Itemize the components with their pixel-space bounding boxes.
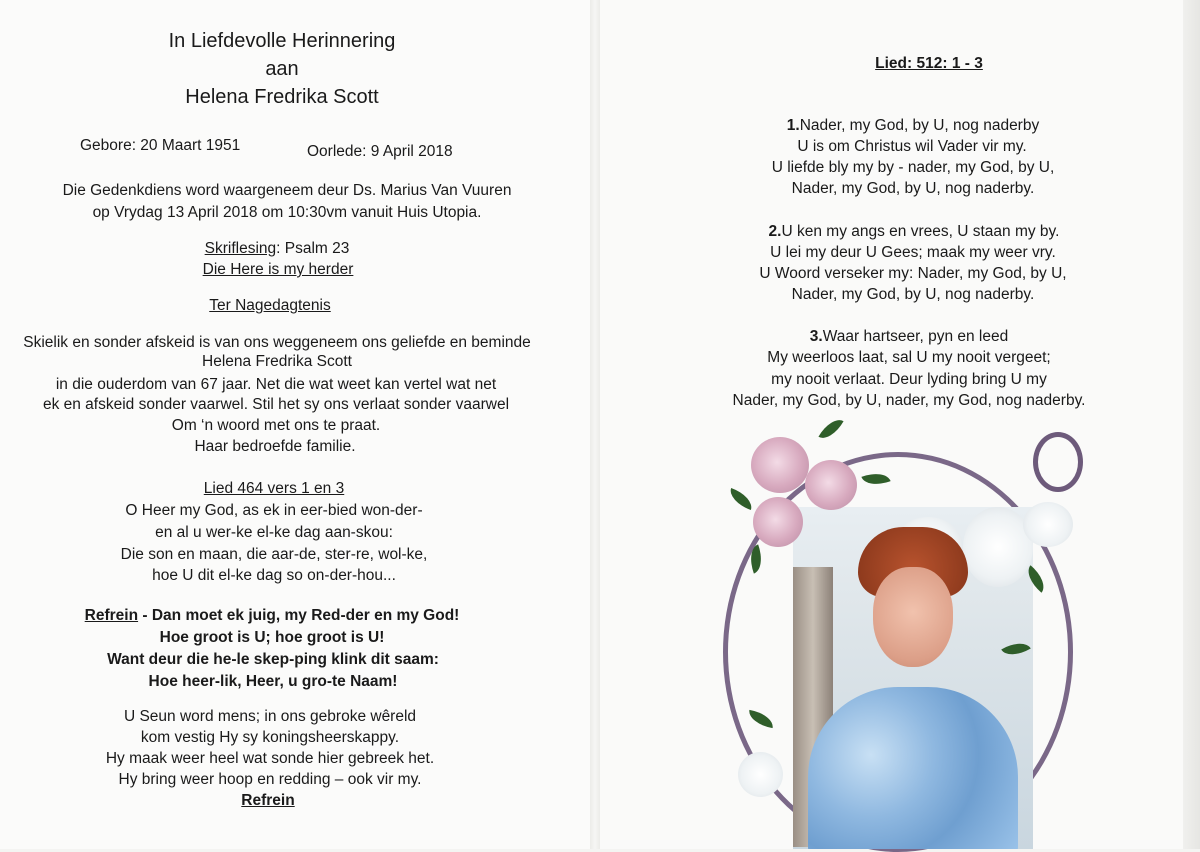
v1-line-1 xyxy=(787,116,1039,136)
scripture-value: : Psalm 23 xyxy=(276,240,350,257)
v1-line-2: U is om Christus wil Vader vir my. xyxy=(797,138,1027,155)
hymn-v3-line-1: U Seun word mens; in ons gebroke wêreld xyxy=(123,708,417,725)
right-hymn-title: Lied: 512: 1 - 3 xyxy=(875,55,983,72)
hymn-v1-line-3: Die son en maan, die aar-de, ster-re, wol-ke, xyxy=(120,546,428,563)
v1-number: 1. xyxy=(786,117,800,134)
service-line-2: op Vrydag 13 April 2018 om 10:30vm vanuit Huis Utopia. xyxy=(92,204,482,221)
v3-line-4: Nader, my God, by U, nader, my God, nog naderby. xyxy=(732,392,1086,409)
memorial-line-4: ek en afskeid sonder vaarwel. Stil het sy ons verlaat sonder vaarwel xyxy=(42,396,510,413)
blouse xyxy=(808,687,1018,849)
page-fold xyxy=(590,0,600,849)
memorial-line-1: Skielik en sonder afskeid is van ons weggeneem ons geliefde en beminde xyxy=(23,334,531,351)
white-flowers xyxy=(963,507,1033,587)
memorial-title: Ter Nagedagtenis xyxy=(209,297,331,314)
v1-line-4: Nader, my God, by U, nog naderby. xyxy=(791,180,1035,197)
hymn-v1-line-2: en al u wer-ke el-ke dag aan-skou: xyxy=(155,524,393,541)
v3-line-3: my nooit verlaat. Deur lyding bring U my xyxy=(771,371,1047,388)
heading-name: Helena Fredrika Scott xyxy=(185,86,379,108)
scripture-label: Skriflesing xyxy=(204,240,277,257)
v2-line-4: Nader, my God, by U, nog naderby. xyxy=(791,286,1035,303)
v2-line-3: U Woord verseker my: Nader, my God, by U, xyxy=(759,265,1067,282)
refrain-line-2: Hoe groot is U; hoe groot is U! xyxy=(159,629,385,646)
v2-line-2: U lei my deur U Gees; maak my weer vry. xyxy=(770,244,1056,261)
refrain-label: Refrein xyxy=(84,607,139,624)
white-flowers xyxy=(1023,502,1073,547)
refrain-line-1 xyxy=(85,606,460,626)
refrain-line-3: Want deur die he-le skep-ping klink dit saam: xyxy=(107,651,439,668)
scripture-title: Die Here is my herder xyxy=(202,261,354,278)
heading-line-1: In Liefdevolle Herinnering xyxy=(168,30,396,52)
v2-line-1 xyxy=(769,222,1060,242)
face xyxy=(873,567,953,667)
v3-line-1 xyxy=(810,327,1008,347)
memorial-line-6: Haar bedroefde familie. xyxy=(194,438,356,455)
leaf-icon xyxy=(726,488,755,510)
hymn-v3-line-2: kom vestig Hy sy koningsheerskappy. xyxy=(140,729,400,746)
hymn-v1-line-1: O Heer my God, as ek in eer-bied won-der- xyxy=(125,502,423,519)
hymn-v3-line-3: Hy maak weer heel wat sonde hier gebreek het. xyxy=(105,750,435,767)
v3-number: 3. xyxy=(809,328,823,345)
memorial-line-3: in die ouderdom van 67 jaar. Net die wat weet kan vertel wat net xyxy=(55,376,497,393)
scripture-reading xyxy=(205,239,350,259)
rose-decoration xyxy=(753,497,803,547)
leaf-icon xyxy=(818,414,843,444)
portrait-photo xyxy=(793,507,1033,849)
white-flowers xyxy=(738,752,783,797)
ribbon-loop-icon xyxy=(1033,432,1083,492)
hymn-title: Lied 464 vers 1 en 3 xyxy=(203,480,345,497)
rose-decoration xyxy=(805,460,857,510)
v1-line-3: U liefde bly my by - nader, my God, by U, xyxy=(771,159,1055,176)
refrain-first: - Dan moet ek juig, my Red-der en my God! xyxy=(138,607,460,624)
hymn-v3-line-4: Hy bring weer hoop en redding – ook vir my. xyxy=(118,771,422,788)
refrain-end: Refrein xyxy=(241,792,295,809)
v3-line-2: My weerloos laat, sal U my nooit vergeet; xyxy=(767,349,1051,366)
v3-line-1-text: Waar hartseer, pyn en leed xyxy=(822,328,1009,345)
v1-line-1-text: Nader, my God, by U, nog naderby xyxy=(799,117,1040,134)
refrain-line-4: Hoe heer-lik, Heer, u gro-te Naam! xyxy=(148,673,398,690)
death-date: Oorlede: 9 April 2018 xyxy=(307,143,453,160)
heading-line-2: aan xyxy=(265,58,299,80)
memorial-line-2: Helena Fredrika Scott xyxy=(202,353,352,370)
portrait-frame xyxy=(723,412,1093,849)
paper-edge xyxy=(1183,0,1200,849)
hymn-v1-line-4: hoe U dit el-ke dag so on-der-hou... xyxy=(152,567,396,584)
rose-decoration xyxy=(751,437,809,493)
v2-line-1-text: U ken my angs en vrees, U staan my by. xyxy=(781,223,1060,240)
memorial-line-5: Om ‘n woord met ons te praat. xyxy=(171,417,381,434)
service-line-1: Die Gedenkdiens word waargeneem deur Ds. Marius Van Vuuren xyxy=(62,182,512,199)
v2-number: 2. xyxy=(768,223,782,240)
birth-date: Gebore: 20 Maart 1951 xyxy=(80,137,241,154)
